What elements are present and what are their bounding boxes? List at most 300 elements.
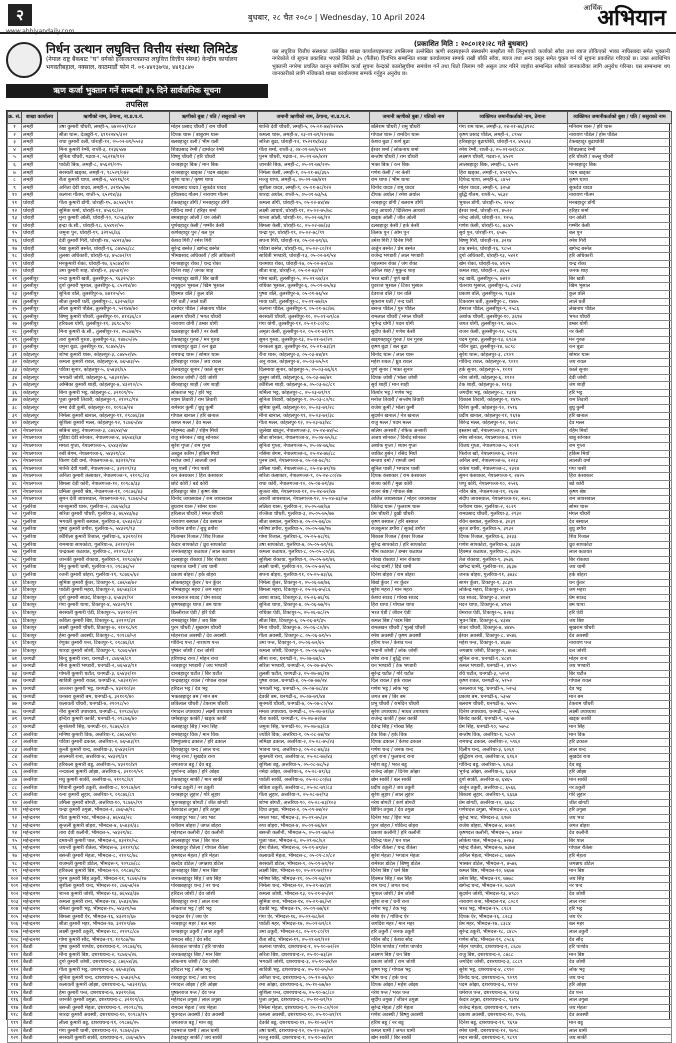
table-cell: प्रभु चौधरी / रामदिन चौधरी [370, 701, 458, 709]
table-cell: हेमा रौतेला, भीमदत्त-७, ०५-०९-७९/७२ [258, 845, 370, 853]
table-cell: कर्णबहादुर पुन / बल पुन [170, 230, 258, 238]
table-cell: ८ [8, 177, 22, 185]
table-cell: ७३ [8, 670, 22, 678]
table-cell: लाल ठकुरी [568, 928, 672, 936]
table-cell: भुपाल जोशी / प्रेम जोशी [370, 890, 458, 898]
table-row [8, 549, 672, 557]
table-cell: मान विक [568, 731, 672, 739]
table-row [8, 442, 672, 450]
table-cell: ९६ [8, 845, 22, 853]
table-cell: कमल धामी / जगत धामी [370, 1027, 458, 1035]
table-cell: धनगढी [22, 693, 58, 701]
table-cell: उर्मिला कुमारी बोगटी, अत्तरिया-१०, ९८७६५/९९ [58, 799, 170, 807]
table-cell: राजु मल्ल / पदम मल्ल [370, 420, 458, 428]
table-cell: चेतनाथ भुसाल, तुलसीपुर-६, ८५२३ [458, 283, 568, 291]
table-cell: सुनिल राना, धनगढी-१, ४८४९ [458, 655, 568, 663]
table-cell: सीता कुमारी महर, भीमदत्त-१७, ३२१०९/७७ [58, 921, 170, 929]
table-cell: बैतडी [22, 974, 58, 982]
table-cell: देवकी बडू, दशरथचन्द-११, ०५-१०-७२/२९ [258, 1020, 370, 1028]
table-cell: २९ [8, 336, 22, 344]
table-cell: दिपक जोशी / भोला जोशी [370, 374, 458, 382]
table-cell: टिकापुर [22, 647, 58, 655]
table-cell: गणेश भट्ट / टेक भट्ट [370, 906, 458, 914]
table-row [8, 329, 672, 337]
table-cell: सरस्वती कुमारी सार्की, दशरथचन्द-१, ८७६५४/४५ [58, 1035, 170, 1043]
table-cell: समिक्षा ढकाल, अत्तरिया-२, ०५-०८-७५/२३ [258, 739, 370, 747]
table-cell: सुनिता थापा, टिकापुर-४, ०५-०६-७७/१५ [258, 602, 370, 610]
table-cell: भुवन बिष्ट, टिकापुर-६, ४३४४ [458, 617, 568, 625]
table-cell: रीना थारू, कोहलपुर-३, ०५-०३-७४/४९ [258, 351, 370, 359]
table-cell: हेमा कुमारी पन्त, दशरथचन्द-७, ४३२१०/७६ [58, 989, 170, 997]
table-cell: खगेन्द्र चन्द, भीमदत्त-१२, ७८७९ [458, 883, 568, 891]
table-cell: रामबहादुर बिष्ट / जय बिष्ट [170, 617, 258, 625]
table-cell: कलावती चौधरी, धनगढी-७, २१०९८/५० [58, 701, 170, 709]
table-cell: ८२ [8, 739, 22, 747]
table-cell: सीता बिष्ट, टिकापुर-६, ०५-०६-७९/३५ [258, 617, 370, 625]
table-cell: अत्तरिया [22, 769, 58, 777]
table-cell: नारायण बस्याल / देव बस्याल [170, 518, 258, 526]
table-row [8, 336, 672, 344]
table-row [8, 412, 672, 420]
table-row [8, 245, 672, 253]
table-cell: हर्क सुनार, कोहलपुर-५, १०११ [458, 367, 568, 375]
table-cell: नन्दा कुमारी खत्री, तुलसीपुर-५, ९६३२५/३० [58, 275, 170, 283]
table-cell: दिपक कंसाकार / राम कंसाकार [370, 473, 458, 481]
table-cell: जुलेखा खातुन, नेपालगञ्ज-३, ०५-०४-७४/५८ [258, 427, 370, 435]
table-cell: भुवनदत्त अवस्थी / देव अवस्थी [170, 1012, 258, 1020]
column-header: जमानी ऋणीको नाम, ठेगाना, ना.प्र.प.नं. [258, 112, 370, 124]
table-cell: धनसरा कुमारी बम, धनगढी-६, ३२१०९/४० [58, 693, 170, 701]
table-cell: बुद्धि गौतम, राप्ती-५, ५६३२ [458, 192, 568, 200]
table-cell: अशोक चौधरी, तुलसीपुर-१०, ३६९७ [458, 313, 568, 321]
table-cell: सुजता श्रेष्ठ, नेपालगञ्ज-११, ०५-०४-७२/४७ [258, 488, 370, 496]
table-cell: हरि अधिकारी [568, 253, 672, 261]
table-cell: किशोर भट्ट / गणेश भट्ट [370, 389, 458, 397]
table-cell: दिपक ऐर, भीमदत्त-१६, ८२८३ [458, 913, 568, 921]
table-cell: पुरन बोहरा / गोविन्द बोहरा [370, 822, 458, 830]
table-cell: ९९ [8, 868, 22, 876]
table-row [8, 890, 672, 898]
table-cell: ११६ [8, 997, 22, 1005]
table-cell: दुर्गा अधिकारी, घोराही-१३, ५४२१ [458, 253, 568, 261]
table-cell: केशवदत्त पाण्डेय / हरि पाण्डेय [170, 944, 258, 952]
table-cell: राधा कोरी, नेपालगञ्ज-१०, ०५-०४-७१/३७ [258, 480, 370, 488]
table-cell: देवेन्द्र सिंह / गोरख सिंह [370, 723, 458, 731]
table-cell: जनक शाह [568, 268, 672, 276]
column-header: क्र. सं. [8, 112, 22, 124]
table-cell: गीता कुमारी भाट, भीमदत्त-३, ७६५४३/२८ [58, 815, 170, 823]
table-cell: १०२ [8, 890, 22, 898]
table-cell: देवी जोशी [568, 374, 672, 382]
table-cell: पप्पु कोरी, नेपालगञ्ज-१०, २५२६ [458, 480, 568, 488]
table-cell: हिक्मत वलि / कुल वलि [170, 291, 258, 299]
table-cell: २१ [8, 275, 22, 283]
table-cell: भक्त बिक / रत्न बिक [370, 161, 458, 169]
table-cell: सुदर्शन खनाल / नेत्र खनाल [370, 412, 458, 420]
table-cell: रमेश अवस्थी / कृष्ण अवस्थी [370, 632, 458, 640]
table-cell: कोहलपुर [22, 382, 58, 390]
table-row [8, 207, 672, 215]
table-cell: मनिषा डगौरा, गुलरिया-५, ०५-०५-७७/९७ [258, 526, 370, 534]
table-cell: दिनेश पाण्डेय / गणेश पाण्डेय [370, 944, 458, 952]
table-cell: बिरबहादुर राना / लाल राना [170, 898, 258, 906]
table-row [8, 883, 672, 891]
table-cell: कोहलपुर [22, 397, 58, 405]
table-cell: रामबहादुर खत्री / बिर खत्री [170, 275, 258, 283]
table-cell: सुनिता तिवारी, कोहलपुर-९, ०५-०३-८०/१८ [258, 397, 370, 405]
table-cell: कल्पना पाण्डेय, दशरथचन्द-१, ०५-१०-७२/२० [258, 944, 370, 952]
table-cell: प्रकाश बोहरा / हर्क बोहरा [170, 572, 258, 580]
table-cell: बिनोद थारू / लाल थारू [370, 351, 458, 359]
table-cell: राजु आचार्य / दिलिराम आचार्य [370, 207, 458, 215]
table-cell: जगतराज बडू / मान बडू [170, 1020, 258, 1028]
table-cell: विष्णु चौधरी / हरि चौधरी [170, 154, 258, 162]
table-cell: सीता थारू, देउखुरी-१, ६९१२२४५/३२२ [58, 131, 170, 139]
table-cell: महेन्द्रनगर [22, 815, 58, 823]
table-row [8, 731, 672, 739]
table-row [8, 124, 672, 132]
table-cell: गुलरिया [22, 572, 58, 580]
table-cell: लमही [22, 169, 58, 177]
table-cell: नेपालगञ्ज [22, 496, 58, 504]
table-cell: भवानी जोशी / लोक जोशी [370, 647, 458, 655]
page-number: २ [8, 4, 32, 26]
table-cell: ईश्वर शर्मा, घोराही-११, ४५२२ [458, 207, 568, 215]
table-cell: लमही [22, 184, 58, 192]
table-cell: गीता मल्ल, कोहलपुर-१२, ०५-०३-७३/४८ [258, 420, 370, 428]
table-cell: राजेन्द्र भण्डारी / लाल भण्डारी [370, 253, 458, 261]
table-cell: सुनिल पासी / भगवान पासी [370, 465, 458, 473]
table-cell: दिपक थारू / बाबुराम थारू [170, 131, 258, 139]
table-cell: ४९ [8, 488, 22, 496]
table-cell: राजु बिष्ट, दशरथचन्द-२, ८७८८ [458, 951, 568, 959]
table-cell: लमही [22, 154, 58, 162]
table-cell: नन्दकला कुमारी ओझा, अत्तरिया-६, ३२१०९/५९ [58, 769, 170, 777]
table-cell: देव जोशी [568, 959, 672, 967]
table-cell: लोकबहादुर कुँवर / धन कुँवर [170, 579, 258, 587]
table-cell: राधिका भुसाल, तुलसीपुर-६, ०५-०१-७५/४३ [258, 283, 370, 291]
table-cell: पार्वती बिक, लमही-८, ४५६२१/०९५ [58, 161, 170, 169]
table-cell: सुदीप केसी / गणेश केसी [370, 329, 458, 337]
table-cell: ३५ [8, 382, 22, 390]
table-cell: गणेश केसी / नर केसी [370, 169, 458, 177]
table-row [8, 655, 672, 663]
table-cell: जनकबहादुर बिष्ट / मान बिष्ट [170, 951, 258, 959]
table-cell: चन्द्रा पुन, घोराही-१९, ०५-०२-७८/९९ [258, 230, 370, 238]
table-cell: टिकापुर [22, 625, 58, 633]
table-cell: घोराही [22, 268, 58, 276]
table-cell: खगेन्द्र बस्नेत [568, 245, 672, 253]
table-cell: गोविन्द रावल, कोहलपुर-४, ९०१० [458, 359, 568, 367]
table-cell: सुकराम घर्ती / नन्द घर्ती [370, 298, 458, 306]
table-cell: रामेश्वर कुर्मी / बुधु कुर्मी [170, 404, 258, 412]
table-cell: डिल्लीराज ऐडी / हरि ऐडी [170, 610, 258, 618]
table-cell: ३७ [8, 397, 22, 405]
table-cell: अत्तरिया [22, 792, 58, 800]
table-cell: ईश्वर शर्मा / लोकनाथ शर्मा [370, 146, 458, 154]
table-cell: बिन्दु कुमारी राना, धनगढी-१, ८७६५४/८१ [58, 655, 170, 663]
table-cell: सुनिता चौधरी, गढवा-२, ५६२१४/११२ [58, 154, 170, 162]
table-row [8, 473, 672, 481]
table-cell: महेन्द्रनगर [22, 830, 58, 838]
table-row [8, 154, 672, 162]
table-cell: सुरेन्द्र मेहता / हरि मेहता [370, 1004, 458, 1012]
table-cell: उषा धामी, दशरथचन्द-१२, ०५-१०-७३/३९ [258, 1027, 370, 1035]
table-cell: कमल बिष्ट, भीमदत्त-१०, ७६७७ [458, 868, 568, 876]
table-cell: सपना गिरी, घोराही-१४, ०५-०२-७९/६६ [258, 237, 370, 245]
table-cell: महेन्द्रनगर [22, 936, 58, 944]
table-cell: ५६ [8, 541, 22, 549]
table-cell: शोभा बोगटी, अत्तरिया-१०, ०५-०८-७३/१०३ [258, 799, 370, 807]
table-cell: महेन्द्रनगर [22, 883, 58, 891]
table-cell: जनकराज साउद / प्रेम साउद [170, 594, 258, 602]
table-row [8, 594, 672, 602]
table-cell: हकिम मियाँ [568, 450, 672, 458]
table-cell: लोक भट्ट [568, 966, 672, 974]
table-cell: रामदत्त मेहता / जय मेहता [170, 1004, 258, 1012]
table-row [8, 830, 672, 838]
table-cell: जय भाट [568, 815, 672, 823]
table-cell: बिरेन्द्र मल्ल, कोहलपुर-१२, १७१८ [458, 420, 568, 428]
table-cell: कोहलपुर [22, 374, 58, 382]
table-cell: महेन्द्रनगर [22, 845, 58, 853]
table-cell: महेन्द्रनगर [22, 890, 58, 898]
table-cell: दुर्गा सार्की, अत्तरिया-७, ६४६५ [458, 777, 568, 785]
table-cell: ३८ [8, 404, 22, 412]
table-cell: अशोक गुप्ता / श्याम गुप्ता [370, 442, 458, 450]
notice-header [6, 40, 268, 82]
table-row [8, 898, 672, 906]
table-cell: दिनेश बोहरा / राम बोहरा [370, 572, 458, 580]
table-row [8, 587, 672, 595]
table-cell: गणेशदत्त ठगुन्ना, भीमदत्त-२, ६८६९ [458, 807, 568, 815]
table-row [8, 1027, 672, 1035]
table-cell: चन्द्रबहादुर रावल / गोपाल रावल [170, 678, 258, 686]
table-cell: सरस्वती खड्का, लमही-१, ९८५२१/०४२ [58, 169, 170, 177]
table-row [8, 564, 672, 572]
table-cell: लाल चन्द [568, 746, 672, 754]
table-cell: सुनमती चौधरी, धनगढी-७, ०५-०७-८०/५४ [258, 701, 370, 709]
table-cell: रमेश राना / बुद्धि राना [370, 655, 458, 663]
table-cell: चन्द्रकला कठायत, गुलरिया-८, २१०९८/३२ [58, 549, 170, 557]
table-cell: हरि खनाल [568, 412, 672, 420]
table-cell: रामदत्त सौद / देव सौद [170, 936, 258, 944]
table-cell: ५४ [8, 526, 22, 534]
table-cell: मदन थापा, टिकापुर-४, ४१४२ [458, 602, 568, 610]
table-cell: बलबहादुर वली / भीम वली [170, 139, 258, 147]
table-cell: लमही [22, 131, 58, 139]
table-cell: लालजी वर्मा [568, 458, 672, 466]
table-cell: पदम ओझा, दशरथचन्द-६, ९१९२ [458, 982, 568, 990]
table-cell: ६० [8, 572, 22, 580]
table-cell: लीला कुमारी पौडेल, तुलसीपुर-९, ५२१४७/७० [58, 306, 170, 314]
table-cell: नारायण योगी / डम्बर योगी [170, 321, 258, 329]
table-cell: टेकबहादुर बुढाथोकी [568, 139, 672, 147]
table-cell: गंगा कुमारी थापा, टिकापुर-४, ५४३२१/११ [58, 602, 170, 610]
table-cell: सुनिता वलि, तुलसीपुर-७, ७४१२५/५० [58, 291, 170, 299]
table-cell: टिकापुर [22, 602, 58, 610]
table-cell: चन्द्र रोका [568, 260, 672, 268]
table-cell: प्रकाश बम, धनगढी-६, ५३५४ [458, 693, 568, 701]
table-cell: पार्वती कुमारी महरा, टिकापुर-२, ७६५४३/८२ [58, 587, 170, 595]
table-cell: ६ [8, 161, 22, 169]
table-cell: टिकापुर [22, 594, 58, 602]
table-cell: ७९ [8, 716, 22, 724]
table-cell: टेक शाही, कोहलपुर-७, १२१३ [458, 382, 568, 390]
table-cell: महेन्द्रनगर [22, 921, 58, 929]
table-cell: धनमाया रोका, घोराही-१७, ०५-०२-७२/८७ [258, 260, 370, 268]
table-cell: निर्मला मेहता, दशरथचन्द-९, ०५-१०-८०/१०० [258, 1004, 370, 1012]
table-cell: ११४ [8, 982, 22, 990]
table-cell: नेपालगञ्ज [22, 465, 58, 473]
table-row [8, 139, 672, 147]
table-cell: ज्योति विक, अत्तरिया-१, ०५-०८-७४/९४ [258, 731, 370, 739]
table-cell: दिनेश बिष्ट / धर्म बिष्ट [370, 868, 458, 876]
table-cell: गोमती कुमारी चटौत, धनगढी-३, ६५४३२/१० [58, 670, 170, 678]
table-cell: लक्ष्मी आचार्य, घोराही-११, ०५-०२-७५/७८ [258, 207, 370, 215]
table-cell: हरिकला कुमारी बडू, अत्तरिया-५, ४३२१०/४९ [58, 761, 170, 769]
table-cell: दिपा ठगुन्ना, भीमदत्त-२, ०५-०९-७४/२२ [258, 807, 370, 815]
table-cell: मंगल चौधरी [568, 511, 672, 519]
table-row [8, 632, 672, 640]
table-cell: टिकापुर [22, 640, 58, 648]
table-cell: धनगढी [22, 670, 58, 678]
table-cell: सुमन देवी जायसवाल, नेपालगञ्ज-१२, ९८७६५/५३ [58, 496, 170, 504]
table-cell: बैतडी [22, 1027, 58, 1035]
table-row [8, 253, 672, 261]
table-cell: १०७ [8, 928, 22, 936]
table-cell: महेशदत्त ठगुन्ना / लाल ठगुन्ना [170, 997, 258, 1005]
table-cell: लाले घर्ती [568, 298, 672, 306]
table-cell: महेन्द्रनगर [22, 807, 58, 815]
table-cell: भीम चन्द / हर्क चन्द [370, 974, 458, 982]
table-cell: टंक बस्नेत, घोराही-१६, ९८५२ [458, 245, 568, 253]
table-cell: १११ [8, 959, 22, 967]
table-cell: ८६ [8, 769, 22, 777]
table-cell: दत्त जोशी [568, 647, 672, 655]
table-cell: ९ [8, 184, 22, 192]
table-cell: हरिबहादुर बुढाथोकी, घोराही-१२, ४५६२३ [458, 139, 568, 147]
table-cell: जगत बम / बिर बम [370, 693, 458, 701]
table-cell: २० [8, 268, 22, 276]
table-cell: जगदिश महर / मान महर [370, 921, 458, 929]
table-cell: जगदीश भट्ट, कोहलपुर-८, १३१४ [458, 389, 568, 397]
table-row [8, 351, 672, 359]
table-cell: विनोद यादव / रामु यादव [370, 184, 458, 192]
table-cell: निर्मला केसी, लमही-१, ०५-०१-७६/३६५ [258, 169, 370, 177]
table-cell: हरि चौधरी / कल्लु चौधरी [568, 154, 672, 162]
table-cell: कल्पना पौडेल, तुलसीपुर-९, ०५-०१-७८/७६ [258, 306, 370, 314]
table-cell: २३ [8, 291, 22, 299]
table-cell: १३ [8, 215, 22, 223]
table-cell: हरिदत्त भट्ट / देव भट्ट [170, 685, 258, 693]
table-cell: रामलखन चौधरी / भुलई चौधरी [370, 625, 458, 633]
table-cell: विष्णुप्रसाद ढकाल / हरि ढकाल [170, 739, 258, 747]
table-cell: इन्द्रा के.सी., घोराही-१८, ६५४१२/५५ [58, 222, 170, 230]
table-cell: रमिला कुमारी भट्ट, भीमदत्त-१५, ५४३२१/५७ [58, 906, 170, 914]
table-cell: गणेश चन्द / जनक चन्द [370, 746, 458, 754]
table-row [8, 906, 672, 914]
table-cell: रहिम मियाँ [568, 427, 672, 435]
table-cell: टिकापुर [22, 587, 58, 595]
table-cell: लाल धामी [568, 1027, 672, 1035]
table-cell: सन्तोष विक, अत्तरिया-१, ५८५९ [458, 731, 568, 739]
table-cell: तुलसीपुर [22, 306, 58, 314]
table-cell: तेजबहादुर सुनार / काले सुनार [170, 367, 258, 375]
table-cell: सपना बोहरा, गुलरिया-११, ०५-०५-७३/६६ [258, 572, 370, 580]
table-row [8, 807, 672, 815]
table-cell: छोटे कोरी / बडे कोरी [170, 480, 258, 488]
table-cell: पुष्पा रावल, धनगढी-४, ०५-०७-७७/२४ [258, 678, 370, 686]
table-cell: रामु पासी / गंगा पासी [170, 465, 258, 473]
table-cell: उमा कुमारी शाह, घोराही-२, ३६५४१/२० [58, 268, 170, 276]
table-cell: देव पन्त [568, 989, 672, 997]
table-cell: तुलसीपुर [22, 344, 58, 352]
table-row [8, 450, 672, 458]
table-row [8, 359, 672, 367]
table-cell: ११५ [8, 989, 22, 997]
table-cell: ६५ [8, 610, 22, 618]
table-cell: सरस्वती डोटेल, भीमदत्त-९, ०५-०९-७१/९२ [258, 860, 370, 868]
table-cell: ८३ [8, 746, 22, 754]
table-cell: राधा कुमारी वली, घोराही-१२, ०५-०२-७१/५५२३ [58, 139, 170, 147]
table-cell: महेन्द्रनगर [22, 822, 58, 830]
table-cell: प्रेम बोगटी, अत्तरिया-१०, ६७६८ [458, 799, 568, 807]
table-cell: अत्तरिया [22, 784, 58, 792]
table-cell: महेन्द्रनगर [22, 928, 58, 936]
table-cell: बैतडी [22, 982, 58, 990]
table-cell: जाकिर हुसेन / रसिद मियाँ [370, 450, 458, 458]
table-cell: जय मेहता [568, 1004, 672, 1012]
table-cell: दिपक रिजाल, गुलरिया-६, ३२३३ [458, 534, 568, 542]
table-cell: शान्ति देवी चौधरी, लमही-५, ०५-०१-७४/०२२४५ [258, 124, 370, 132]
table-cell: धन भण्डारी / टेक भण्डारी [370, 663, 458, 671]
table-cell: सुरेश राना / धनी राना [370, 898, 458, 906]
table-cell: दामोदर पौडेल / लेखनाथ पौडेल [170, 306, 258, 314]
table-cell: हेमा कुमारी अवस्थी, टिकापुर-८, १०९८७/५१ [58, 632, 170, 640]
table-cell: हिक्मत सिंह / बल सिंह [370, 875, 458, 883]
table-cell: सरिता भण्डारी, धनगढी-२, ०५-०७-७५/९५ [258, 663, 370, 671]
table-cell: जय सिंह [568, 875, 672, 883]
table-cell: जनक बोहरा, गुलरिया-११, ३७३८ [458, 572, 568, 580]
table-cell: गणेश केसी, घोराही-१८, ७८४५ [458, 222, 568, 230]
table-cell: रीता कार्की, धनगढी-९, ०५-०७-७२/७४ [258, 716, 370, 724]
table-cell: गणेश अवस्थी / बिष्णु अवस्थी [370, 1012, 458, 1020]
table-cell: रत्ना कुमारी लुहार, अत्तरिया-९, ०९८७६/८९ [58, 792, 170, 800]
table-cell: टिकापुर [22, 579, 58, 587]
table-row [8, 913, 672, 921]
table-cell: तिलक पुन / ओम पुन [370, 230, 458, 238]
table-cell: पुर्ण सुनार / भक्त सुनार [370, 367, 458, 375]
table-cell: महेन्द्रनगर [22, 875, 58, 883]
table-row [8, 723, 672, 731]
table-cell: निर्मला कुमारी खनाल, कोहलपुर-११, ०९८७६/३४ [58, 412, 170, 420]
table-cell: तुलसीपुर [22, 275, 58, 283]
table-cell: राममाया सापकोटा, गुलरिया-७, ३२१०९/२२ [58, 541, 170, 549]
table-cell: गुलरिया [22, 549, 58, 557]
table-cell: मञ्जु सार्की, दशरथचन्द-१, ०५-१०-७४/४९ [258, 1035, 370, 1043]
table-cell: बिर खत्री [568, 275, 672, 283]
table-cell: ६७ [8, 625, 22, 633]
table-cell: नेपालगञ्ज [22, 480, 58, 488]
table-cell: पुष्पा कुमारी पाण्डेय, दशरथचन्द-१, ०९८७६/१६ [58, 944, 170, 952]
table-cell: रुपा बोहरा, भीमदत्त-४, ०५-०९-७६/४२ [258, 822, 370, 830]
table-cell: नर ठकुरी [568, 784, 672, 792]
table-cell: अजित जायसवाल / मोहन जायसवाल [370, 496, 458, 504]
table-cell: अजय सोनकर / विनोद सोनकर [370, 435, 458, 443]
table-cell: महेन्द्रनगर [22, 860, 58, 868]
table-cell: जमुना पुन, घोराही-१९, ३२१५६/६६ [58, 230, 170, 238]
